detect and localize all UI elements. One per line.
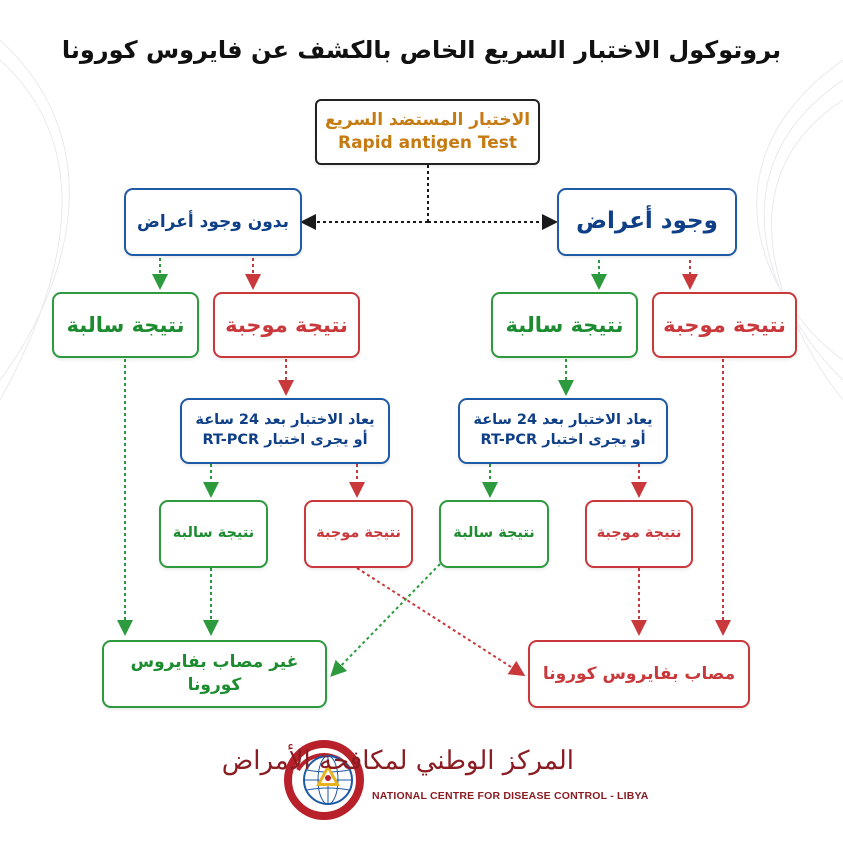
left-positive-label: نتيجة موجبة [225,312,348,337]
not-infected-box [102,640,327,708]
left-positive-box [213,292,360,358]
logo-name-ar: المركز الوطني لمكافحة الأمراض [221,746,574,776]
right-final-negative-box [439,500,549,568]
right-final-negative-label: نتيجة سالبة [453,525,535,542]
left-retest-box [180,398,390,464]
no-symptoms-box [124,188,302,256]
ncdc-logo [221,740,649,820]
left-final-positive-box [304,500,413,568]
right-negative-label: نتيجة سالبة [505,312,624,337]
logo-name-en: NATIONAL CENTRE FOR DISEASE CONTROL - LIBYA [372,790,649,802]
right-retest-line1: يعاد الاختبار بعد 24 ساعة [473,412,653,429]
right-positive-box [652,292,797,358]
left-negative-box [52,292,199,358]
symptoms-box [557,188,737,256]
arrow-left-final-positive-infected [357,568,522,674]
infected-label: مصاب بفايروس كورونا [542,663,736,684]
right-negative-box [491,292,638,358]
right-retest-line2: أو يجرى اختبار RT-PCR [480,432,646,448]
left-final-negative-box [159,500,268,568]
no-symptoms-label: بدون وجود أعراض [136,211,290,232]
rapid-test-label-ar: الاختبار المستضد السريع [324,110,531,131]
symptoms-label: وجود أعراض [576,208,718,235]
right-final-positive-box [585,500,693,568]
left-retest-line2: أو يجرى اختبار RT-PCR [202,432,368,448]
left-final-negative-label: نتيجة سالبة [172,525,255,542]
infected-box [528,640,750,708]
right-final-positive-label: نتيجة موجبة [596,525,682,542]
rapid-test-box [315,99,540,165]
page-title: بروتوكول الاختبار السريع الخاص بالكشف عن فايروس كورونا [61,36,782,64]
not-infected-label: غير مصاب بفايروس كورونا [130,652,299,695]
left-negative-label: نتيجة سالبة [66,312,185,337]
arrow-right-final-negative-not-infected [333,564,440,674]
right-retest-box [458,398,668,464]
rapid-test-label-en: Rapid antigen Test [338,133,518,153]
right-positive-label: نتيجة موجبة [663,312,786,337]
left-final-positive-label: نتيجة موجبة [316,525,401,542]
left-retest-line1: يعاد الاختبار بعد 24 ساعة [195,412,375,429]
